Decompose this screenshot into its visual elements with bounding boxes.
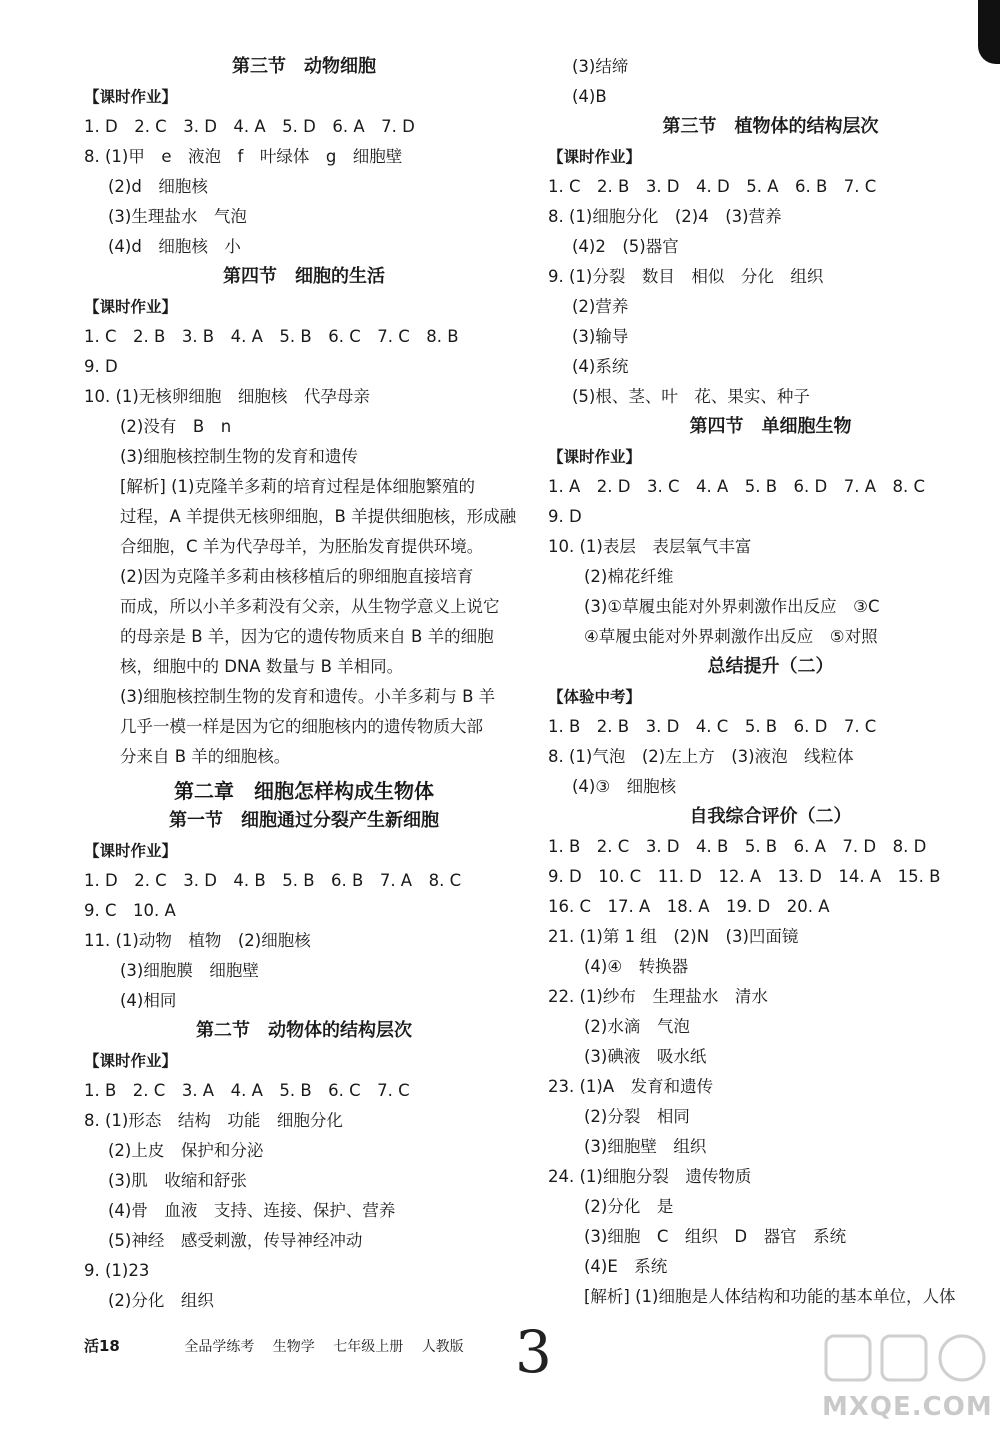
right-line-25: 自我综合评价（二） — [689, 806, 852, 827]
right-line-6: (4)2 (5)器官 — [572, 237, 679, 256]
left-line-26: 【课时作业】 — [84, 842, 178, 860]
publisher-name: 全品学练考 — [184, 1339, 255, 1355]
right-line-32: (2)水滴 气泡 — [584, 1017, 690, 1036]
left-line-27: 1. D 2. C 3. D 4. B 5. B 6. B 7. A 8. C — [84, 871, 462, 890]
right-line-20: 总结提升（二） — [707, 656, 834, 677]
left-line-6: (4)d 细胞核 小 — [108, 237, 241, 256]
right-line-15: 9. D — [548, 507, 582, 526]
left-line-3: 8. (1)甲 e 液泡 f 叶绿体 g 细胞壁 — [84, 147, 403, 166]
right-line-35: (2)分裂 相同 — [584, 1107, 690, 1126]
right-line-5: 8. (1)细胞分化 (2)4 (3)营养 — [548, 207, 782, 226]
left-line-19: 的母亲是 B 羊，因为它的遗传物质来自 B 羊的细胞 — [120, 627, 494, 646]
right-line-29: 21. (1)第 1 组 (2)N (3)凹面镜 — [548, 927, 799, 946]
right-line-12: 第四节 单细胞生物 — [689, 416, 852, 437]
right-line-23: 8. (1)气泡 (2)左上方 (3)液泡 线粒体 — [548, 747, 854, 766]
right-line-33: (3)碘液 吸水纸 — [584, 1047, 707, 1066]
right-line-7: 9. (1)分裂 数目 相似 分化 组织 — [548, 267, 824, 286]
right-line-34: 23. (1)A 发育和遗传 — [548, 1077, 714, 1096]
right-line-24: (4)③ 细胞核 — [572, 777, 677, 796]
left-column — [84, 52, 524, 1316]
right-line-10: (4)系统 — [572, 357, 629, 376]
right-line-22: 1. B 2. B 3. D 4. C 5. B 6. D 7. C — [548, 717, 877, 736]
right-line-16: 10. (1)表层 表层氧气丰富 — [548, 537, 752, 556]
right-line-39: (3)细胞 C 组织 D 器官 系统 — [584, 1227, 847, 1246]
left-line-31: (4)相同 — [120, 991, 177, 1010]
left-line-18: 而成，所以小羊多莉没有父亲，从生物学意义上说它 — [120, 597, 500, 616]
right-column — [548, 52, 993, 1312]
left-line-32: 第二节 动物体的结构层次 — [196, 1020, 412, 1041]
grade-name: 七年级上册 — [333, 1339, 404, 1355]
left-line-7: 第四节 细胞的生活 — [223, 266, 385, 287]
left-line-2: 1. D 2. C 3. D 4. A 5. D 6. A 7. D — [84, 117, 415, 136]
left-line-5: (3)生理盐水 气泡 — [108, 207, 247, 226]
right-line-4: 1. C 2. B 3. D 4. D 5. A 6. B 7. C — [548, 177, 877, 196]
right-line-11: (5)根、茎、叶 花、果实、种子 — [572, 387, 810, 406]
left-line-10: 9. D — [84, 357, 118, 376]
right-line-17: (2)棉花纤维 — [584, 567, 674, 586]
left-column-lines — [84, 52, 524, 1316]
left-line-25: 第一节 细胞通过分裂产生新细胞 — [169, 810, 439, 831]
left-line-41: (2)分化 组织 — [108, 1291, 214, 1310]
left-line-16: 合细胞，C 羊为代孕母羊，为胚胎发育提供环境。 — [120, 537, 484, 556]
left-line-39: (5)神经 感受刺激，传导神经冲动 — [108, 1231, 363, 1250]
left-line-23: 分来自 B 羊的细胞核。 — [120, 747, 291, 766]
left-line-35: 8. (1)形态 结构 功能 细胞分化 — [84, 1111, 343, 1130]
right-line-14: 1. A 2. D 3. C 4. A 5. B 6. D 7. A 8. C — [548, 477, 926, 496]
subject-name: 生物学 — [272, 1339, 315, 1355]
left-line-13: (3)细胞核控制生物的发育和遗传 — [120, 447, 358, 466]
left-line-12: (2)没有 B n — [120, 417, 232, 436]
left-line-11: 10. (1)无核卵细胞 细胞核 代孕母亲 — [84, 387, 370, 406]
right-line-1: (4)B — [572, 87, 607, 106]
right-column-lines — [548, 52, 993, 1312]
left-line-24: 第二章 细胞怎样构成生物体 — [174, 779, 434, 803]
right-line-2: 第三节 植物体的结构层次 — [662, 116, 879, 137]
left-line-0: 第三节 动物细胞 — [232, 56, 376, 77]
right-line-8: (2)营养 — [572, 297, 629, 316]
left-line-9: 1. C 2. B 3. B 4. A 5. B 6. C 7. C 8. B — [84, 327, 459, 346]
right-line-38: (2)分化 是 — [584, 1197, 674, 1216]
left-line-1: 【课时作业】 — [84, 88, 178, 106]
right-line-13: 【课时作业】 — [548, 448, 642, 466]
left-line-28: 9. C 10. A — [84, 901, 176, 920]
edition-name: 人教版 — [421, 1339, 464, 1355]
page-number: 活18 — [84, 1337, 120, 1355]
left-line-17: (2)因为克隆羊多莉由核移植后的卵细胞直接培育 — [120, 567, 474, 586]
left-line-21: (3)细胞核控制生物的发育和遗传。小羊多莉与 B 羊 — [120, 687, 496, 706]
right-line-40: (4)E 系统 — [584, 1257, 668, 1276]
watermark-emblem-icon — [822, 1330, 992, 1388]
page-footer — [84, 1334, 478, 1358]
watermark-text: MXQE.COM — [822, 1392, 993, 1422]
right-line-30: (4)④ 转换器 — [584, 957, 689, 976]
left-line-22: 几乎一模一样是因为它的细胞核内的遗传物质大部 — [120, 717, 483, 736]
left-line-14: [解析] (1)克隆羊多莉的培育过程是体细胞繁殖的 — [120, 477, 475, 496]
right-line-31: 22. (1)纱布 生理盐水 清水 — [548, 987, 768, 1006]
left-line-29: 11. (1)动物 植物 (2)细胞核 — [84, 931, 311, 950]
left-line-20: 核，细胞中的 DNA 数量与 B 羊相同。 — [120, 657, 404, 676]
handwritten-number: 3 — [515, 1318, 552, 1386]
left-line-30: (3)细胞膜 细胞壁 — [120, 961, 259, 980]
right-line-3: 【课时作业】 — [548, 148, 642, 166]
left-line-40: 9. (1)23 — [84, 1261, 150, 1280]
left-line-36: (2)上皮 保护和分泌 — [108, 1141, 264, 1160]
right-line-36: (3)细胞壁 组织 — [584, 1137, 707, 1156]
right-line-41: [解析] (1)细胞是人体结构和功能的基本单位，人体 — [584, 1287, 956, 1306]
right-line-19: ④草履虫能对外界刺激作出反应 ⑤对照 — [584, 627, 878, 646]
right-line-18: (3)①草履虫能对外界刺激作出反应 ③C — [584, 597, 880, 616]
left-line-33: 【课时作业】 — [84, 1052, 178, 1070]
right-line-27: 9. D 10. C 11. D 12. A 13. D 14. A 15. B — [548, 867, 941, 886]
right-line-0: (3)结缔 — [572, 57, 629, 76]
left-line-8: 【课时作业】 — [84, 298, 178, 316]
left-line-38: (4)骨 血液 支持、连接、保护、营养 — [108, 1201, 396, 1220]
left-line-4: (2)d 细胞核 — [108, 177, 208, 196]
left-line-15: 过程，A 羊提供无核卵细胞，B 羊提供细胞核，形成融 — [120, 507, 517, 526]
left-line-34: 1. B 2. C 3. A 4. A 5. B 6. C 7. C — [84, 1081, 410, 1100]
right-line-9: (3)输导 — [572, 327, 629, 346]
watermark-logo — [822, 1330, 992, 1422]
right-line-21: 【体验中考】 — [548, 688, 642, 706]
right-line-37: 24. (1)细胞分裂 遗传物质 — [548, 1167, 752, 1186]
left-line-37: (3)肌 收缩和舒张 — [108, 1171, 247, 1190]
right-line-26: 1. B 2. C 3. D 4. B 5. B 6. A 7. D 8. D — [548, 837, 927, 856]
right-line-28: 16. C 17. A 18. A 19. D 20. A — [548, 897, 830, 916]
